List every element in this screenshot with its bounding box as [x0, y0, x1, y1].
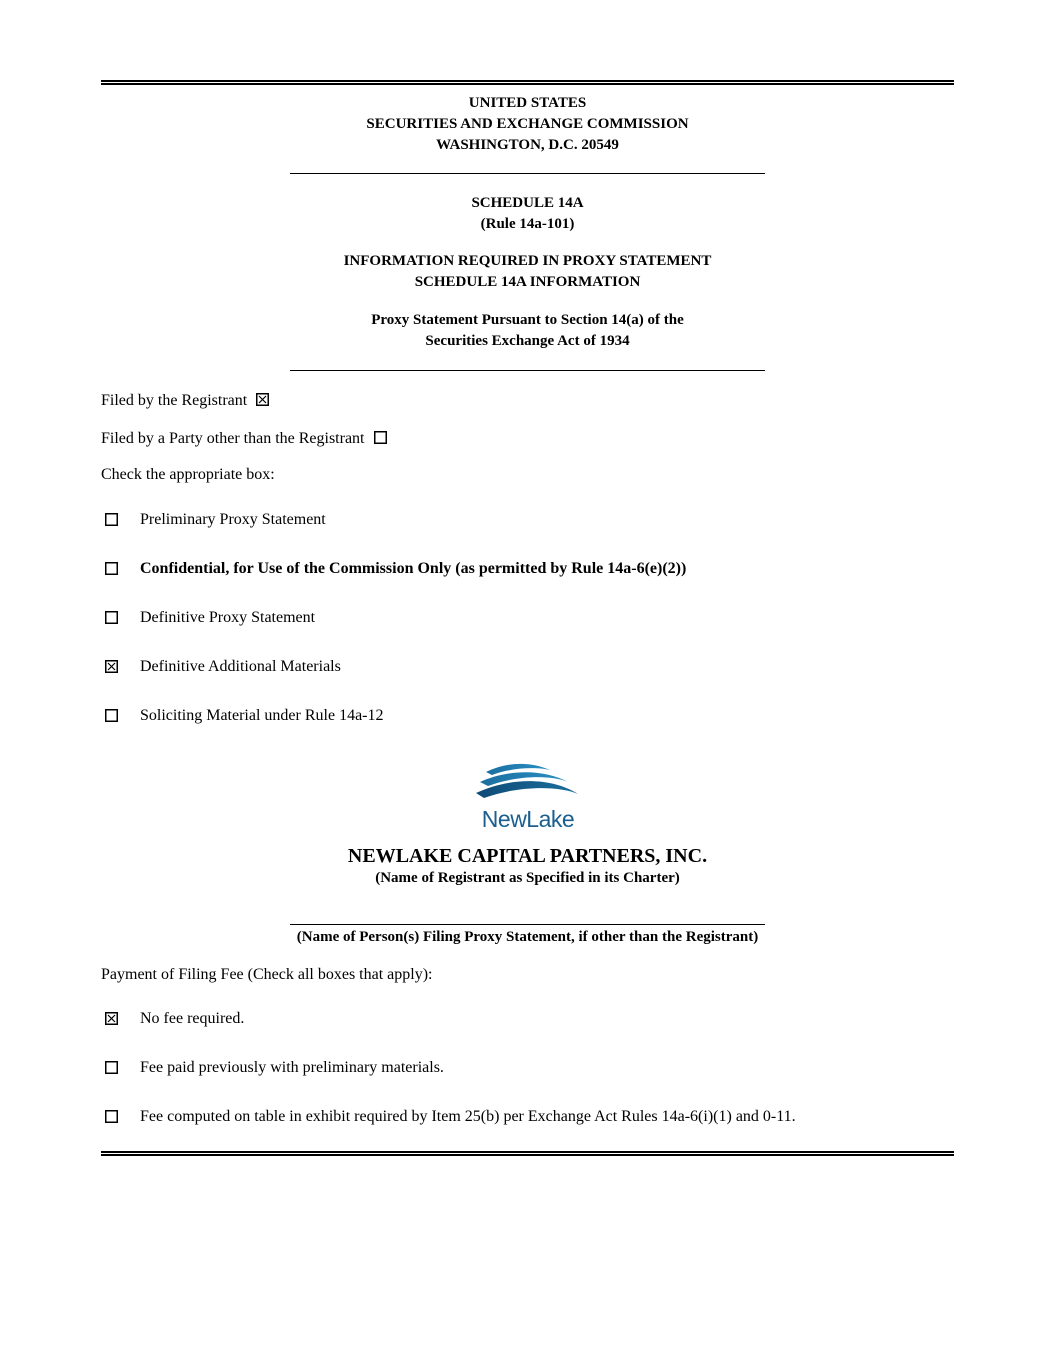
option-checkbox[interactable]	[105, 660, 118, 673]
option-label: Preliminary Proxy Statement	[140, 511, 326, 528]
filer-name-rule	[290, 924, 765, 925]
payment-instruction: Payment of Filing Fee (Check all boxes that apply):	[101, 966, 433, 983]
info-line-1: INFORMATION REQUIRED IN PROXY STATEMENT	[343, 253, 712, 269]
proxy-block	[0, 310, 1055, 352]
agency-line-2: SECURITIES AND EXCHANGE COMMISSION	[366, 116, 689, 132]
schedule-rule: (Rule 14a-101)	[480, 216, 575, 232]
proxy-line-1: Proxy Statement Pursuant to Section 14(a) of the	[371, 312, 684, 328]
option-checkbox[interactable]	[105, 513, 118, 526]
filer-name-caption: (Name of Person(s) Filing Proxy Statement, if other than the Registrant)	[296, 929, 759, 945]
agency-line-1: UNITED STATES	[468, 95, 587, 111]
filed-by-registrant-label: Filed by the Registrant	[101, 392, 248, 409]
logo-wordmark: NewLake	[481, 806, 575, 832]
fee-checkbox[interactable]	[105, 1012, 118, 1025]
option-label: Soliciting Material under Rule 14a-12	[140, 707, 384, 724]
filed-by-registrant	[101, 391, 269, 411]
agency-header	[0, 93, 1055, 156]
registrant-checkbox[interactable]	[256, 393, 269, 406]
bottom-double-rule	[101, 1151, 954, 1156]
fee-checkbox[interactable]	[105, 1110, 118, 1123]
fee-checkbox[interactable]	[105, 1061, 118, 1074]
fee-label: Fee computed on table in exhibit required by Item 25(b) per Exchange Act Rules 14a-6(i)(1) and 0-11.	[140, 1108, 796, 1125]
info-block	[0, 251, 1055, 293]
other-party-checkbox[interactable]	[374, 431, 387, 444]
header-divider	[290, 173, 765, 174]
proxy-line-2: Securities Exchange Act of 1934	[425, 333, 630, 349]
option-checkbox[interactable]	[105, 562, 118, 575]
filed-by-other-label: Filed by a Party other than the Registrant	[101, 430, 365, 447]
newlake-logo	[468, 762, 588, 832]
fee-label: No fee required.	[140, 1010, 245, 1027]
info-line-2: SCHEDULE 14A INFORMATION	[414, 274, 641, 290]
schedule-title: SCHEDULE 14A	[471, 195, 584, 211]
newlake-waves-icon	[468, 762, 588, 808]
option-checkbox[interactable]	[105, 611, 118, 624]
proxy-divider	[290, 370, 765, 371]
check-box-instruction: Check the appropriate box:	[101, 466, 275, 483]
option-label: Confidential, for Use of the Commission Only (as permitted by Rule 14a-6(e)(2))	[140, 560, 687, 577]
schedule-block	[0, 193, 1055, 235]
agency-line-3: WASHINGTON, D.C. 20549	[436, 137, 619, 153]
option-label: Definitive Proxy Statement	[140, 609, 316, 626]
fee-label: Fee paid previously with preliminary materials.	[140, 1059, 444, 1076]
registrant-name-caption: (Name of Registrant as Specified in its Charter)	[375, 870, 680, 886]
option-checkbox[interactable]	[105, 709, 118, 722]
option-label: Definitive Additional Materials	[140, 658, 341, 675]
filed-by-other	[101, 429, 387, 449]
registrant-name: NEWLAKE CAPITAL PARTNERS, INC.	[347, 845, 708, 867]
top-double-rule	[101, 80, 954, 85]
